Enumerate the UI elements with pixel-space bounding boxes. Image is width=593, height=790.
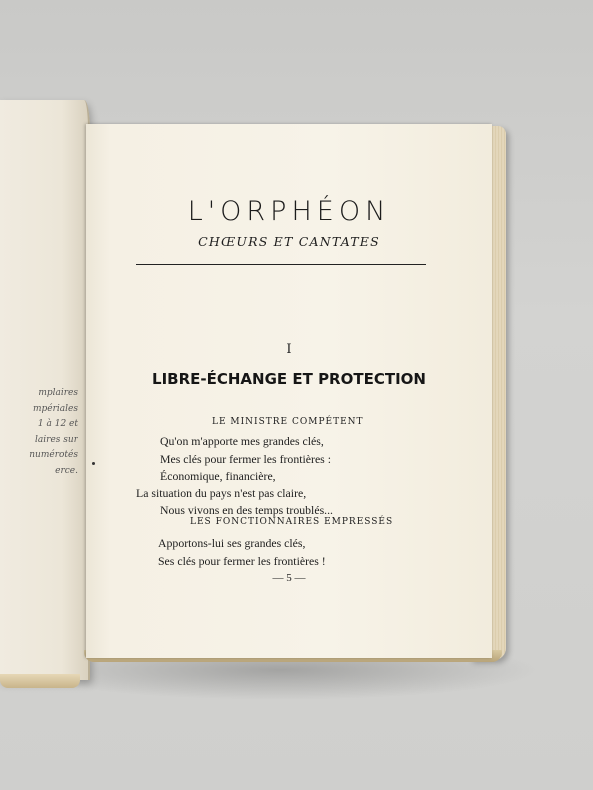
left-line: 1 à 12 et xyxy=(37,419,78,429)
left-line: mplaires xyxy=(38,388,78,398)
verse-line: Apportons-lui ses grandes clés, xyxy=(158,536,306,550)
right-page xyxy=(86,124,492,658)
verse-line: Qu'on m'apporte mes grandes clés, xyxy=(160,434,324,448)
ink-speck xyxy=(92,462,95,465)
title-rule xyxy=(136,264,426,265)
speaker-label: LES FONCTIONNAIRES EMPRESSÉS xyxy=(190,517,394,527)
section-title: LIBRE-ÉCHANGE ET PROTECTION xyxy=(152,370,426,388)
left-page-edge xyxy=(0,674,80,688)
verse-line: Nous vivons en des temps troublés... xyxy=(160,503,334,517)
left-line: mpériales xyxy=(33,403,78,414)
verse-line: La situation du pays n'est pas claire, xyxy=(136,486,307,500)
verse-line: Ses clés pour fermer les frontières ! xyxy=(158,554,326,568)
speaker-label: LE MINISTRE COMPÉTENT xyxy=(212,417,364,427)
page-number: — 5 — xyxy=(272,572,306,584)
page-title: L'ORPHÉON xyxy=(187,196,391,227)
left-line: numérotés xyxy=(29,450,78,460)
section-number: I xyxy=(286,342,292,357)
left-page xyxy=(0,100,90,680)
left-line: erce. xyxy=(55,465,78,476)
left-line: laires sur xyxy=(35,434,78,445)
page-subtitle: CHŒURS ET CANTATES xyxy=(198,234,380,249)
verse-line: Économique, financière, xyxy=(160,469,276,483)
verse-line: Mes clés pour fermer les frontières : xyxy=(160,452,331,466)
left-page-text xyxy=(0,386,78,479)
